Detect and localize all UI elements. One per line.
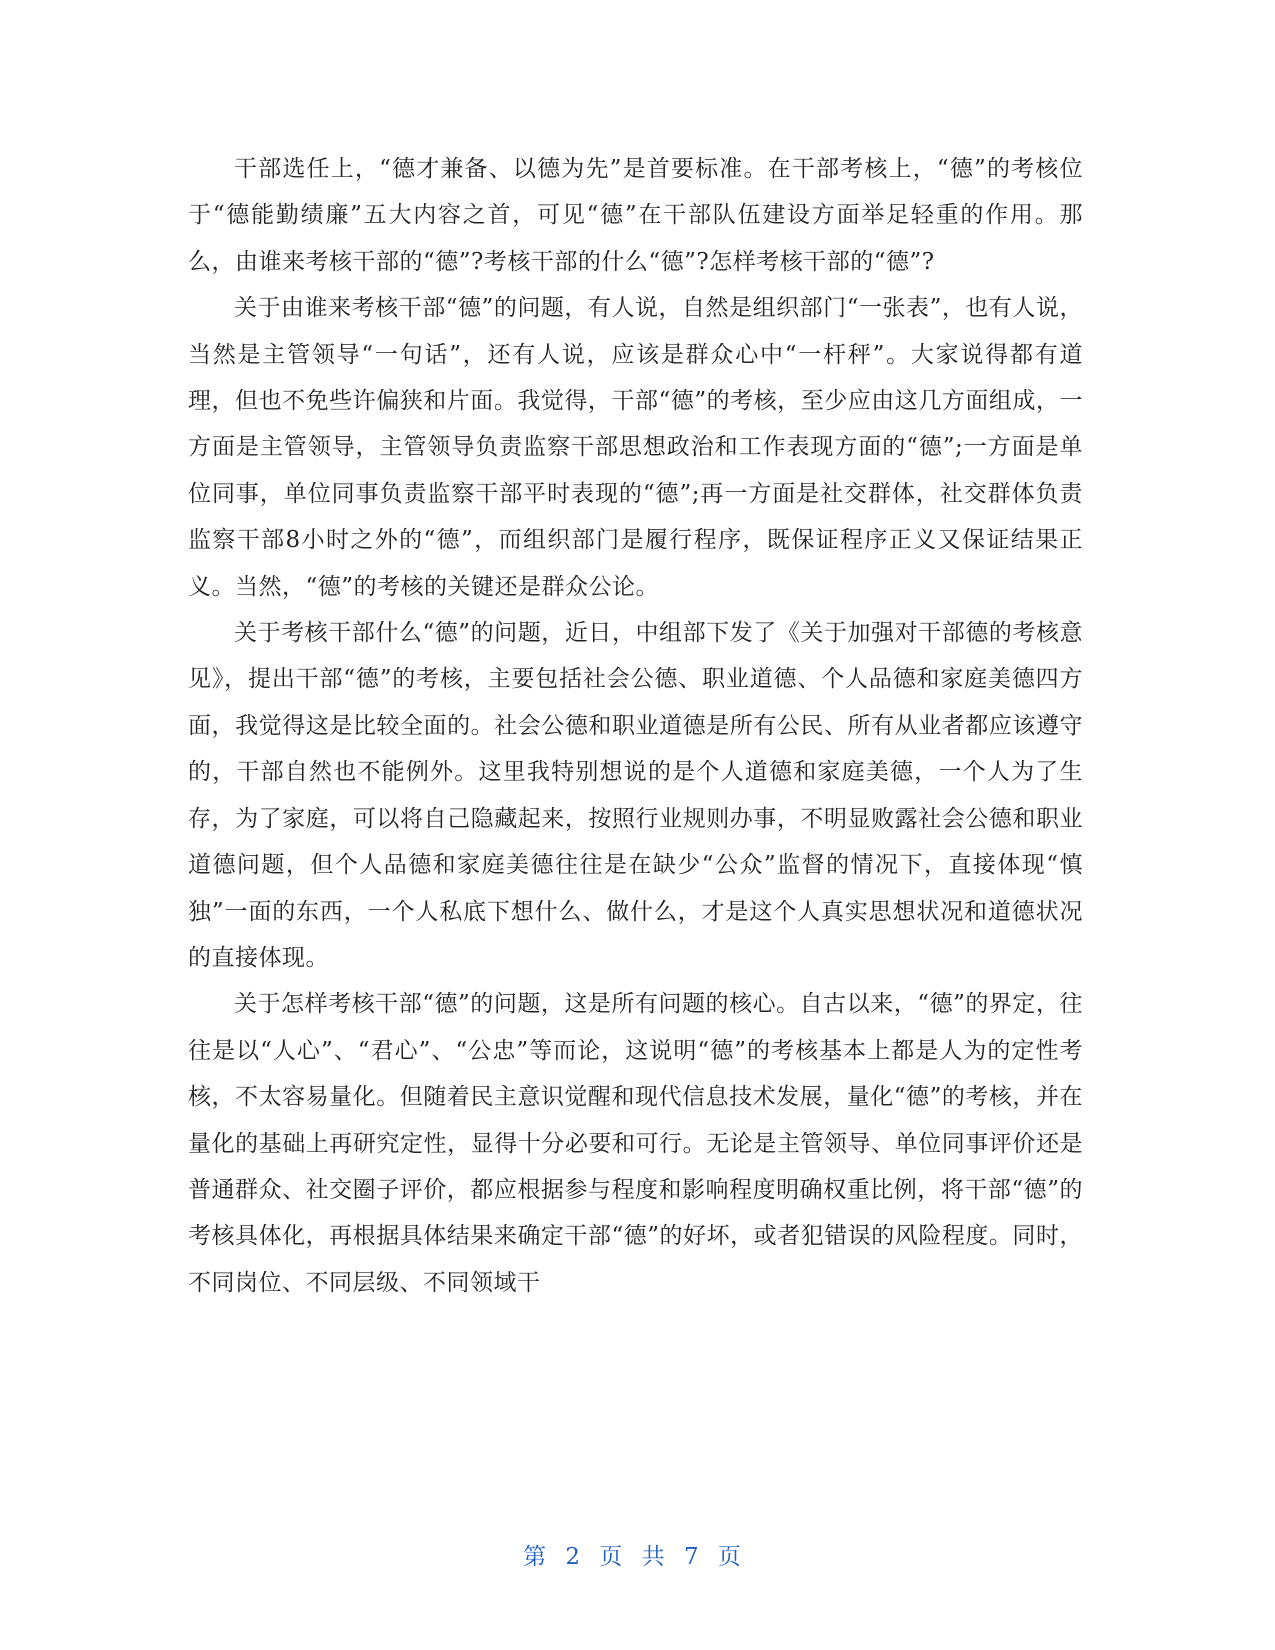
footer-page-label: 第 bbox=[523, 1544, 548, 1570]
paragraph-3: 关于考核干部什么“德”的问题，近日，中组部下发了《关于加强对干部德的考核意见》，提出干部“德”的考核，主要包括社会公德、职业道德、个人品德和家庭美德四方面，我觉得这是比较全面的。社会公德和职业道德是所有公民、所有从业者都应该遵守的，干部自然也不能例外。这里我特别想说的是个人道德和家庭美德，一个人为了生存，为了家庭，可以将自己隐藏起来，按照行业规则办事，不明显败露社会公德和职业道德问题，但个人品德和家庭美德往往是在缺少“公众”监督的情况下，直接体现“慎独”一面的东西，一个人私底下想什么、做什么，才是这个人真实思想状况和道德状况的直接体现。 bbox=[188, 620, 1083, 971]
page-footer bbox=[0, 1538, 1275, 1571]
footer-current-page: 2 bbox=[565, 1544, 582, 1570]
footer-total-unit: 页 bbox=[717, 1544, 742, 1570]
paragraph-2: 关于由谁来考核干部“德”的问题，有人说，自然是组织部门“一张表”，也有人说，当然是主管领导“一句话”，还有人说，应该是群众心中“一杆秤”。大家说得都有道理，但也不免些许偏狭和片面。我觉得，干部“德”的考核，至少应由这几方面组成，一方面是主管领导，主管领导负责监察干部思想政治和工作表现方面的“德”;一方面是单位同事，单位同事负责监察干部平时表现的“德”;再一方面是社交群体，社交群体负责监察干部8小时之外的“德”，而组织部门是履行程序，既保证程序正义又保证结果正义。当然，“德”的考核的关键还是群众公论。 bbox=[188, 295, 1083, 600]
paragraph-1: 干部选任上，“德才兼备、以德为先”是首要标准。在干部考核上，“德”的考核位于“德能勤绩廉”五大内容之首，可见“德”在干部队伍建设方面举足轻重的作用。那么，由谁来考核干部的“德”?考核干部的什么“德”?怎样考核干部的“德”? bbox=[188, 156, 1083, 275]
footer-page-unit: 页 bbox=[599, 1544, 624, 1570]
paragraph-4: 关于怎样考核干部“德”的问题，这是所有问题的核心。自古以来，“德”的界定，往往是以“人心”、“君心”、“公忠”等而论，这说明“德”的考核基本上都是人为的定性考核，不太容易量化。但随着民主意识觉醒和现代信息技术发展，量化“德”的考核，并在量化的基础上再研究定性，显得十分必要和可行。无论是主管领导、单位同事评价还是普通群众、社交圈子评价，都应根据参与程度和影响程度明确权重比例，将干部“德”的考核具体化，再根据具体结果来确定干部“德”的好坏，或者犯错误的风险程度。同时，不同岗位、不同层级、不同领域干 bbox=[188, 991, 1083, 1296]
footer-total-label: 共 bbox=[641, 1544, 666, 1570]
footer-total-pages: 7 bbox=[683, 1544, 700, 1570]
document-body bbox=[188, 146, 1083, 1306]
